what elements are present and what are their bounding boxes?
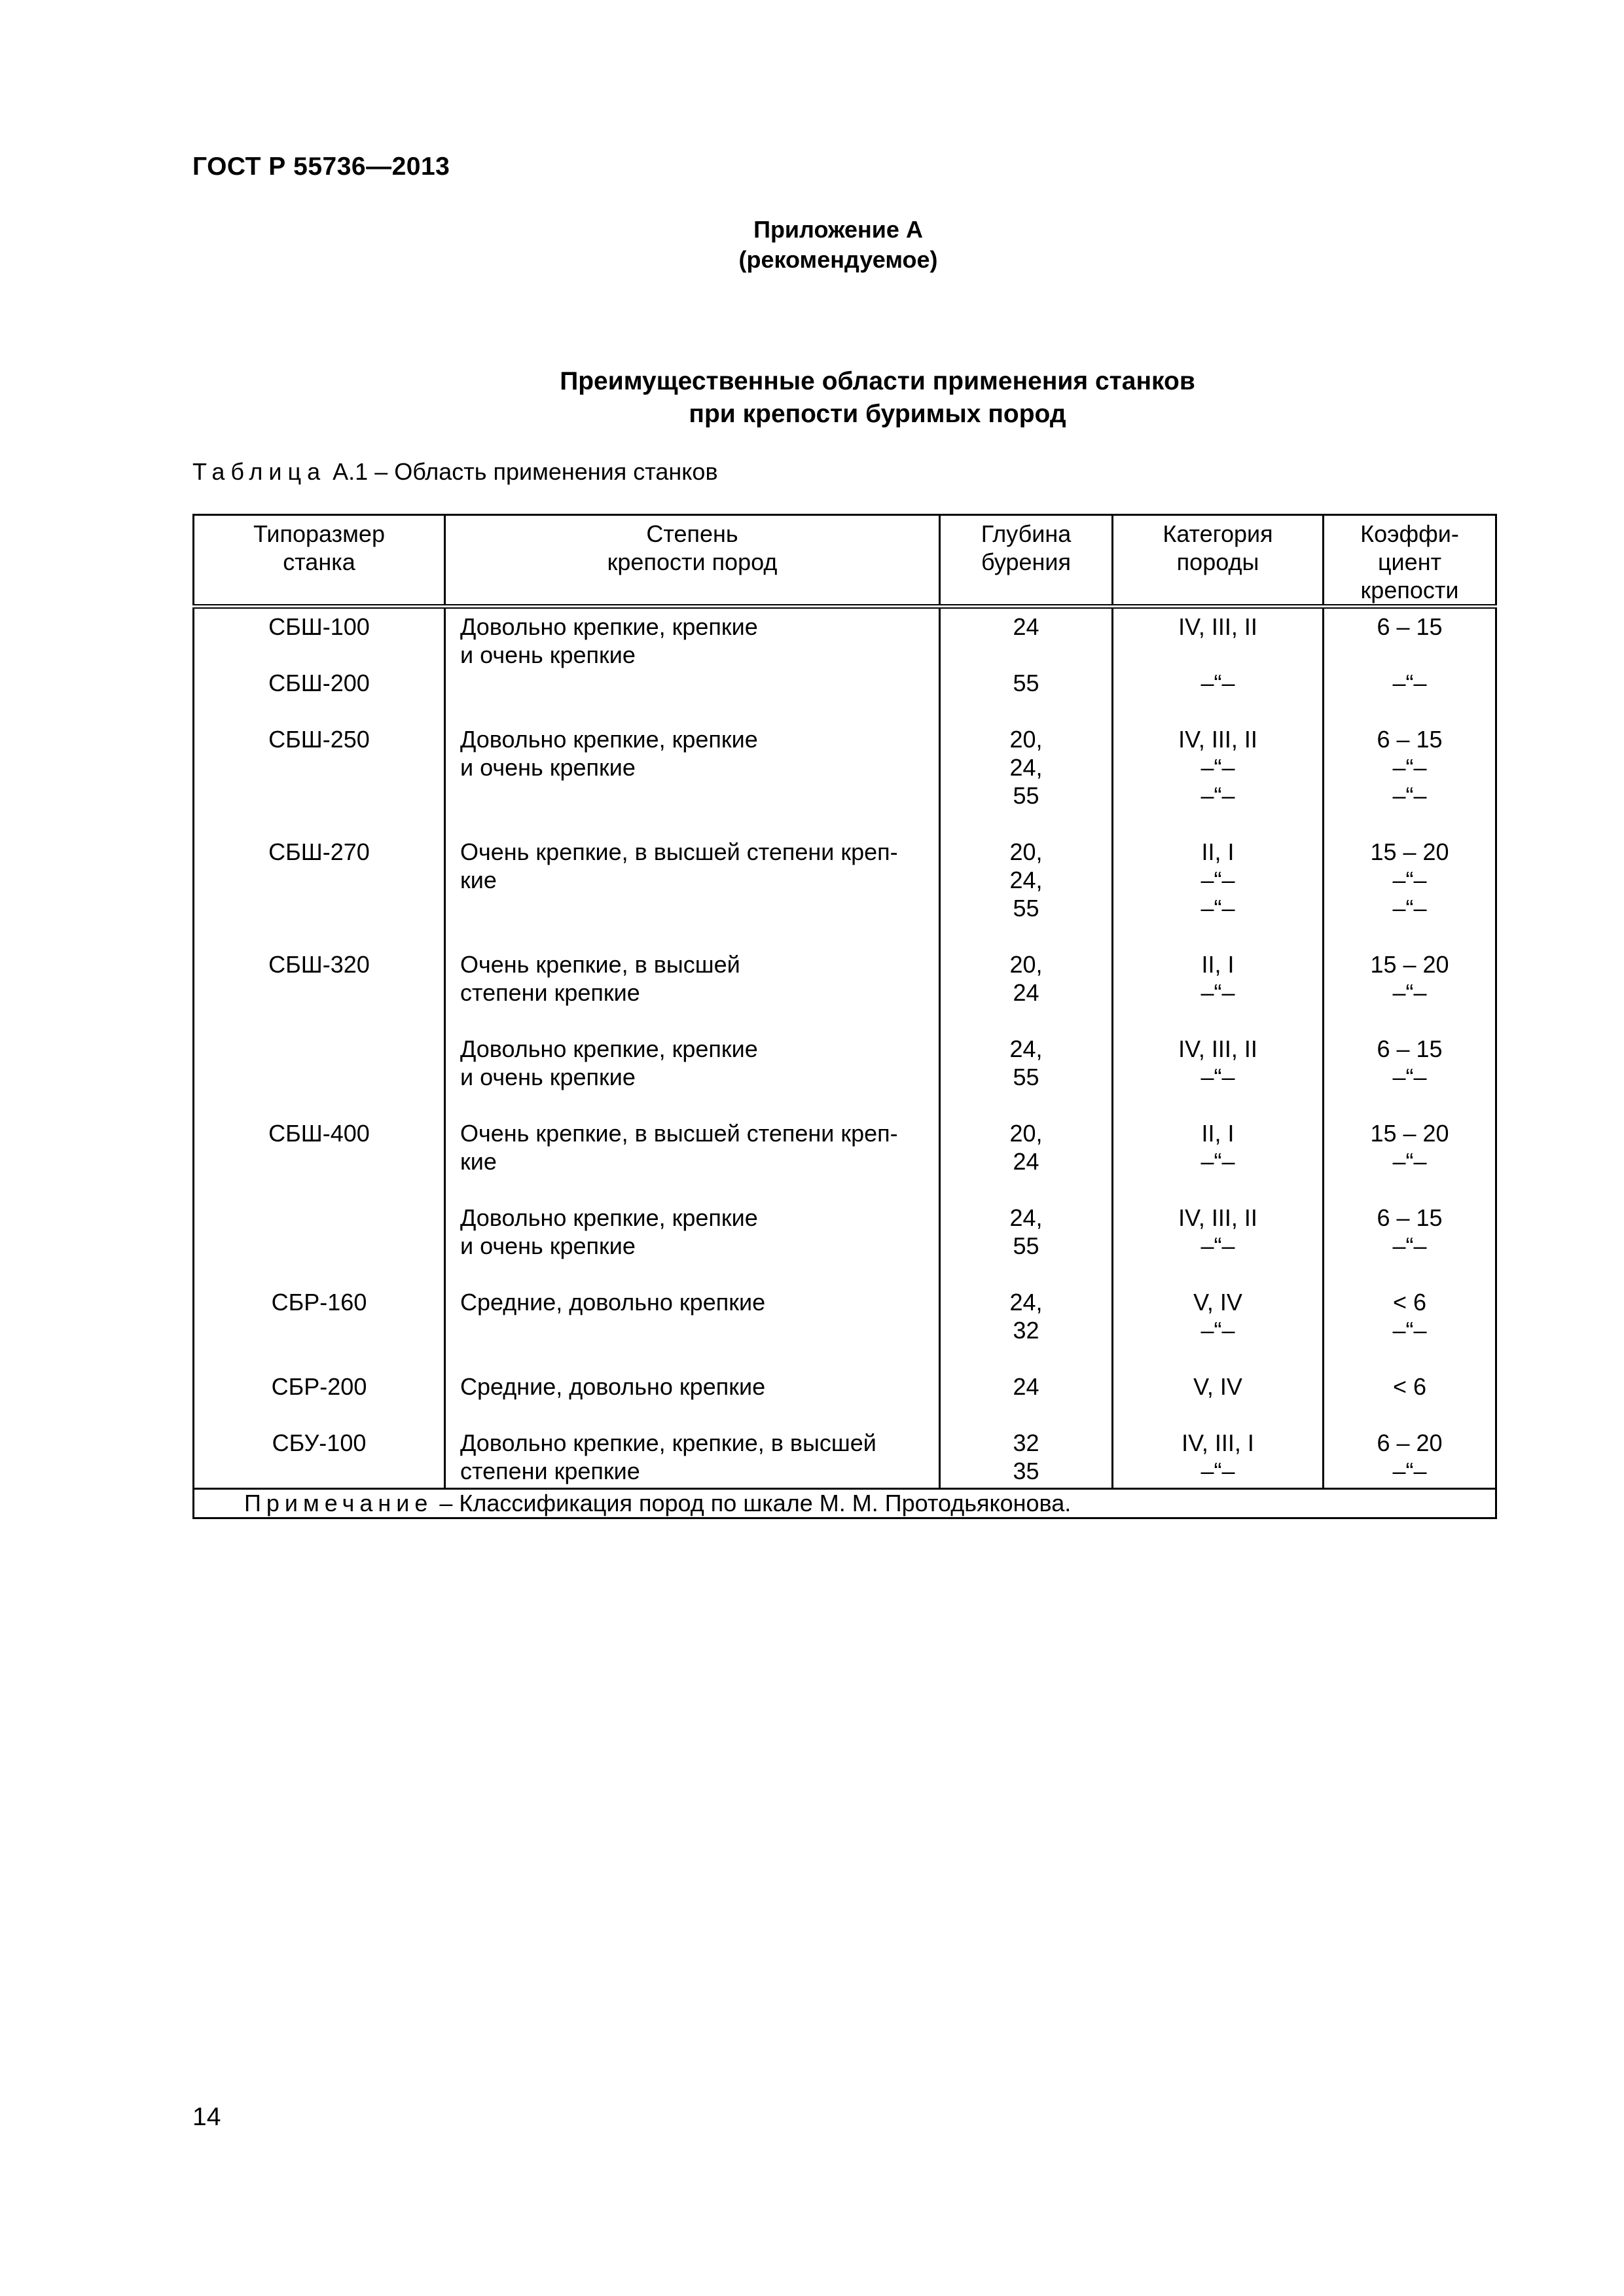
table-row (194, 1119, 1496, 1204)
header-line: Коэффи- (1360, 520, 1459, 547)
cell-line: IV, III, I (1182, 1429, 1254, 1456)
table-row (194, 950, 1496, 1035)
table-row (194, 1372, 1496, 1429)
cell-line: и очень крепкие (460, 1232, 636, 1259)
cell-coefficient (1324, 1119, 1496, 1204)
cell-line: –“– (1200, 979, 1235, 1006)
cell-line: –“– (1200, 670, 1235, 696)
cell-model (194, 1288, 445, 1372)
cell-line: СБУ-100 (272, 1429, 367, 1456)
cell-line: Средние, довольно крепкие (460, 1373, 766, 1400)
cell-line: 24, (1009, 1035, 1043, 1062)
header-line: Категория (1163, 520, 1273, 547)
cell-line: II, I (1201, 1120, 1235, 1147)
section-title-line-1: Преимущественные области применения станков (560, 367, 1195, 395)
cell-line: Очень крепкие, в высшей (460, 951, 740, 978)
header-cell-model (194, 515, 445, 607)
header-cell-coefficient (1324, 515, 1496, 607)
cell-line: кие (460, 1148, 497, 1175)
cell-model (194, 1204, 445, 1288)
table-row (194, 725, 1496, 838)
table-row (194, 1204, 1496, 1288)
cell-line: < 6 (1392, 1373, 1427, 1400)
cell-line: Довольно крепкие, крепкие (460, 1035, 758, 1062)
cell-rock-strength (445, 1204, 940, 1288)
cell-line: Средние, довольно крепкие (460, 1289, 766, 1316)
header-line: крепости (1360, 577, 1459, 603)
cell-line: < 6 (1392, 1289, 1427, 1316)
cell-line: степени крепкие (460, 1458, 640, 1484)
cell-line: степени крепкие (460, 979, 640, 1006)
machines-table (192, 514, 1497, 1519)
cell-line: СБШ-100 (268, 613, 370, 640)
cell-line: 20, (1009, 951, 1043, 978)
table-note-row (194, 1489, 1496, 1518)
cell-line: 20, (1009, 1120, 1043, 1147)
cell-rock-strength (445, 1119, 940, 1204)
header-cell-category (1113, 515, 1324, 607)
cell-line: СБР-200 (271, 1373, 367, 1400)
cell-line: –“– (1392, 979, 1427, 1006)
cell-category (1113, 838, 1324, 950)
cell-depth (940, 725, 1113, 838)
table-caption-text: А.1 – Область применения станков (326, 458, 718, 485)
header-line: циент (1377, 548, 1442, 575)
cell-line: 32 (1013, 1317, 1039, 1344)
appendix-title: Приложение А (753, 216, 923, 243)
cell-line: 20, (1009, 726, 1043, 753)
table-row (194, 838, 1496, 950)
cell-line (1328, 641, 1491, 669)
cell-coefficient (1324, 725, 1496, 838)
header-line: породы (1176, 548, 1259, 575)
cell-line: СБШ-270 (268, 838, 370, 865)
cell-line: СБШ-320 (268, 951, 370, 978)
cell-coefficient (1324, 1429, 1496, 1489)
cell-line: 55 (1013, 1232, 1039, 1259)
cell-line: 24, (1009, 1289, 1043, 1316)
cell-category (1113, 1372, 1324, 1429)
note-text: – Классификация пород по шкале М. М. Протодьяконова. (433, 1490, 1072, 1516)
cell-line: 15 – 20 (1370, 1120, 1449, 1147)
cell-line: Очень крепкие, в высшей степени креп- (460, 1120, 898, 1147)
cell-line: –“– (1200, 754, 1235, 781)
cell-line: 55 (1013, 670, 1039, 696)
cell-line: –“– (1392, 1148, 1427, 1175)
cell-category (1113, 1429, 1324, 1489)
cell-line: –“– (1392, 1458, 1427, 1484)
cell-line: IV, III, II (1178, 613, 1257, 640)
cell-line: и очень крепкие (460, 754, 636, 781)
cell-line: 55 (1013, 1064, 1039, 1090)
cell-rock-strength (445, 1288, 940, 1372)
cell-depth (940, 1119, 1113, 1204)
table-row (194, 1035, 1496, 1119)
section-title-line-2: при крепости буримых пород (689, 400, 1066, 428)
cell-line: 24, (1009, 1204, 1043, 1231)
cell-line: V, IV (1193, 1289, 1242, 1316)
cell-coefficient (1324, 1372, 1496, 1429)
table-container (192, 514, 1495, 1519)
cell-line: 20, (1009, 838, 1043, 865)
cell-category (1113, 1035, 1324, 1119)
cell-depth (940, 838, 1113, 950)
cell-depth (940, 1035, 1113, 1119)
cell-line: 35 (1013, 1458, 1039, 1484)
cell-rock-strength (445, 607, 940, 726)
cell-line (198, 1204, 440, 1232)
cell-line: –“– (1200, 1232, 1235, 1259)
cell-line: 6 – 20 (1377, 1429, 1443, 1456)
cell-line: СБР-160 (271, 1289, 367, 1316)
header-line: крепости пород (607, 548, 778, 575)
cell-line (1117, 641, 1318, 669)
cell-line: –“– (1392, 670, 1427, 696)
cell-model (194, 838, 445, 950)
cell-rock-strength (445, 950, 940, 1035)
header-line: Степень (646, 520, 738, 547)
table-note (194, 1489, 1496, 1518)
cell-coefficient (1324, 1035, 1496, 1119)
cell-line: 24 (1013, 1148, 1039, 1175)
cell-model (194, 1119, 445, 1204)
cell-line: 15 – 20 (1370, 838, 1449, 865)
cell-model (194, 1035, 445, 1119)
table-row (194, 1288, 1496, 1372)
cell-rock-strength (445, 725, 940, 838)
cell-line: 55 (1013, 895, 1039, 922)
cell-category (1113, 1204, 1324, 1288)
cell-line: –“– (1200, 1317, 1235, 1344)
table-header-row (194, 515, 1496, 607)
cell-depth (940, 950, 1113, 1035)
document-id: ГОСТ Р 55736—2013 (192, 152, 450, 181)
cell-depth (940, 1372, 1113, 1429)
cell-line: 32 (1013, 1429, 1039, 1456)
cell-depth (940, 1288, 1113, 1372)
header-line: бурения (981, 548, 1071, 575)
cell-model (194, 950, 445, 1035)
cell-coefficient (1324, 607, 1496, 726)
cell-line: 24 (1013, 979, 1039, 1006)
note-prefix: Примечание (244, 1490, 433, 1516)
cell-category (1113, 725, 1324, 838)
cell-model (194, 1429, 445, 1489)
cell-line: –“– (1392, 1232, 1427, 1259)
header-line: станка (283, 548, 355, 575)
cell-model (194, 1372, 445, 1429)
cell-line: –“– (1200, 1064, 1235, 1090)
cell-line: Очень крепкие, в высшей степени креп- (460, 838, 898, 865)
header-line: Типоразмер (253, 520, 385, 547)
cell-rock-strength (445, 1372, 940, 1429)
cell-line: II, I (1201, 951, 1235, 978)
cell-line: –“– (1200, 895, 1235, 922)
cell-line: –“– (1200, 867, 1235, 893)
cell-category (1113, 607, 1324, 726)
cell-line: 6 – 15 (1377, 1204, 1443, 1231)
cell-line: Довольно крепкие, крепкие (460, 613, 758, 640)
cell-line: 24, (1009, 867, 1043, 893)
cell-line (198, 641, 440, 669)
cell-line: IV, III, II (1178, 1204, 1257, 1231)
cell-line: Довольно крепкие, крепкие (460, 1204, 758, 1231)
cell-line: –“– (1392, 754, 1427, 781)
cell-line: кие (460, 867, 497, 893)
cell-model (194, 607, 445, 726)
cell-line: 55 (1013, 782, 1039, 809)
cell-line: 6 – 15 (1377, 1035, 1443, 1062)
appendix-subtitle: (рекомендуемое) (738, 246, 938, 273)
cell-model (194, 725, 445, 838)
cell-line: –“– (1392, 782, 1427, 809)
header-cell-rock-strength (445, 515, 940, 607)
table-caption (192, 458, 718, 486)
cell-line: –“– (1392, 1317, 1427, 1344)
header-cell-depth (940, 515, 1113, 607)
cell-line: 24 (1013, 1373, 1039, 1400)
cell-line: СБШ-200 (268, 670, 370, 696)
table-caption-prefix: Таблица (192, 458, 327, 485)
cell-line: Довольно крепкие, крепкие, в высшей (460, 1429, 876, 1456)
cell-line: СБШ-250 (268, 726, 370, 753)
cell-line: II, I (1201, 838, 1235, 865)
table-row (194, 1429, 1496, 1489)
appendix-heading (0, 215, 1624, 275)
cell-line: 6 – 15 (1377, 613, 1443, 640)
cell-line: –“– (1200, 1458, 1235, 1484)
cell-line: V, IV (1193, 1373, 1242, 1400)
cell-line: –“– (1200, 1148, 1235, 1175)
cell-coefficient (1324, 1288, 1496, 1372)
section-title (0, 365, 1624, 431)
cell-rock-strength (445, 1035, 940, 1119)
cell-line: и очень крепкие (460, 1064, 636, 1090)
cell-coefficient (1324, 950, 1496, 1035)
cell-coefficient (1324, 838, 1496, 950)
cell-line: –“– (1392, 895, 1427, 922)
cell-coefficient (1324, 1204, 1496, 1288)
cell-depth (940, 1204, 1113, 1288)
table-body (194, 607, 1496, 1489)
cell-line: IV, III, II (1178, 726, 1257, 753)
cell-category (1113, 1119, 1324, 1204)
cell-line: IV, III, II (1178, 1035, 1257, 1062)
page-number: 14 (192, 2103, 221, 2131)
cell-line: 15 – 20 (1370, 951, 1449, 978)
cell-depth (940, 607, 1113, 726)
table-row (194, 607, 1496, 726)
cell-rock-strength (445, 838, 940, 950)
cell-line (460, 669, 935, 697)
cell-line: –“– (1392, 1064, 1427, 1090)
cell-line: –“– (1392, 867, 1427, 893)
cell-line: 6 – 15 (1377, 726, 1443, 753)
cell-depth (940, 1429, 1113, 1489)
cell-rock-strength (445, 1429, 940, 1489)
cell-line: 24, (1009, 754, 1043, 781)
cell-line: СБШ-400 (268, 1120, 370, 1147)
header-line: Глубина (981, 520, 1072, 547)
cell-line (945, 641, 1108, 669)
cell-line: Довольно крепкие, крепкие (460, 726, 758, 753)
cell-category (1113, 1288, 1324, 1372)
cell-line: 24 (1013, 613, 1039, 640)
cell-line: и очень крепкие (460, 641, 636, 668)
cell-line (198, 1035, 440, 1063)
cell-category (1113, 950, 1324, 1035)
cell-line: –“– (1200, 782, 1235, 809)
